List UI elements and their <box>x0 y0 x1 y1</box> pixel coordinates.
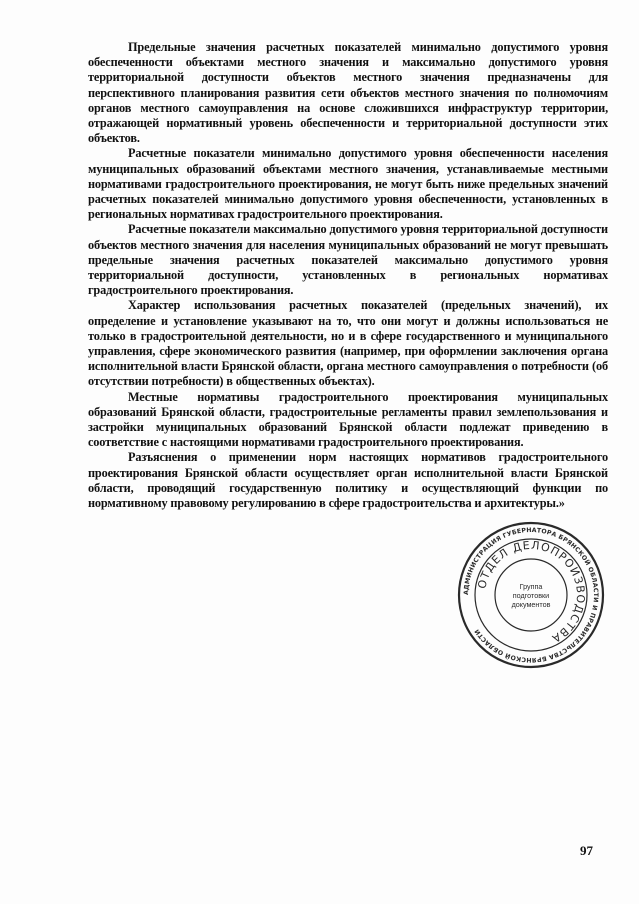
paragraph: Разъяснения о применении норм настоящих нормативов градостроительного проектирования Брянской области осуществляет орган исполнительной власти Брянской области, проводящий государственную политику и осуществляющий функции по нормативному правовому регулированию в сфере градостроительства и архитектуры.» <box>88 450 608 511</box>
office-stamp <box>456 520 606 670</box>
paragraph: Местные нормативы градостроительного проектирования муниципальных образований Брянской области, градостроительные регламенты правил землепользования и застройки муниципальных образований Брянской области подлежат приведению в соответствие с настоящими нормативами градостроительного проектирования. <box>88 389 608 450</box>
paragraph: Расчетные показатели минимально допустимого уровня обеспеченности населения муниципальных образований объектами местного значения, устанавливаемые местными нормативами градостроительного проектирования, не могут быть ниже предельных значений расчетных показателей минимально допустимого уровня обеспеченности, установленных в региональных нормативах градостроительного проектирования. <box>88 146 608 222</box>
page-number: 97 <box>580 843 593 858</box>
stamp-center-line: подготовки <box>512 591 550 600</box>
paragraph: Характер использования расчетных показателей (предельных значений), их определение и установление указывают на то, что они могут и должны использоваться не только в градостроительной деятельности, но и в сфере государственного и муниципального управления, сфере экономического развития (например, при оформлении заключения органа исполнительной власти Брянской области, органа местного самоуправления о потребности (об отсутствии потребности) в общественных объектах). <box>88 298 608 389</box>
stamp-ring-text: АДМИНИСТРАЦИЯ ГУБЕРНАТОРА БРЯНСКОЙ ОБЛАСТИ И ПРАВИТЕЛЬСТВА БРЯНСКОЙ ОБЛАСТИ <box>462 526 600 664</box>
body-text <box>88 40 608 511</box>
stamp-center-line: Группа <box>519 582 543 591</box>
stamp-center-line: документов <box>511 600 551 609</box>
stamp-department-text: ОТДЕЛ ДЕЛОПРОИЗВОДСТВА <box>475 538 588 646</box>
paragraph: Предельные значения расчетных показателей минимально допустимого уровня обеспеченности объектами местного значения и максимально допустимого уровня территориальной доступности объектов местного значения предназначены для перспективного планирования развития сети объектов местного значения по полномочиям органов местного самоуправления на основе сложившихся инфраструктур территории, отражающей нормативный уровень обеспеченности и территориальной доступности этих объектов. <box>88 40 608 146</box>
paragraph: Расчетные показатели максимально допустимого уровня территориальной доступности объектов местного значения для населения муниципальных образований не могут превышать предельные значения расчетных показателей максимально допустимого уровня территориальной доступности, установленных в региональных нормативах градостроительного проектирования. <box>88 222 608 298</box>
